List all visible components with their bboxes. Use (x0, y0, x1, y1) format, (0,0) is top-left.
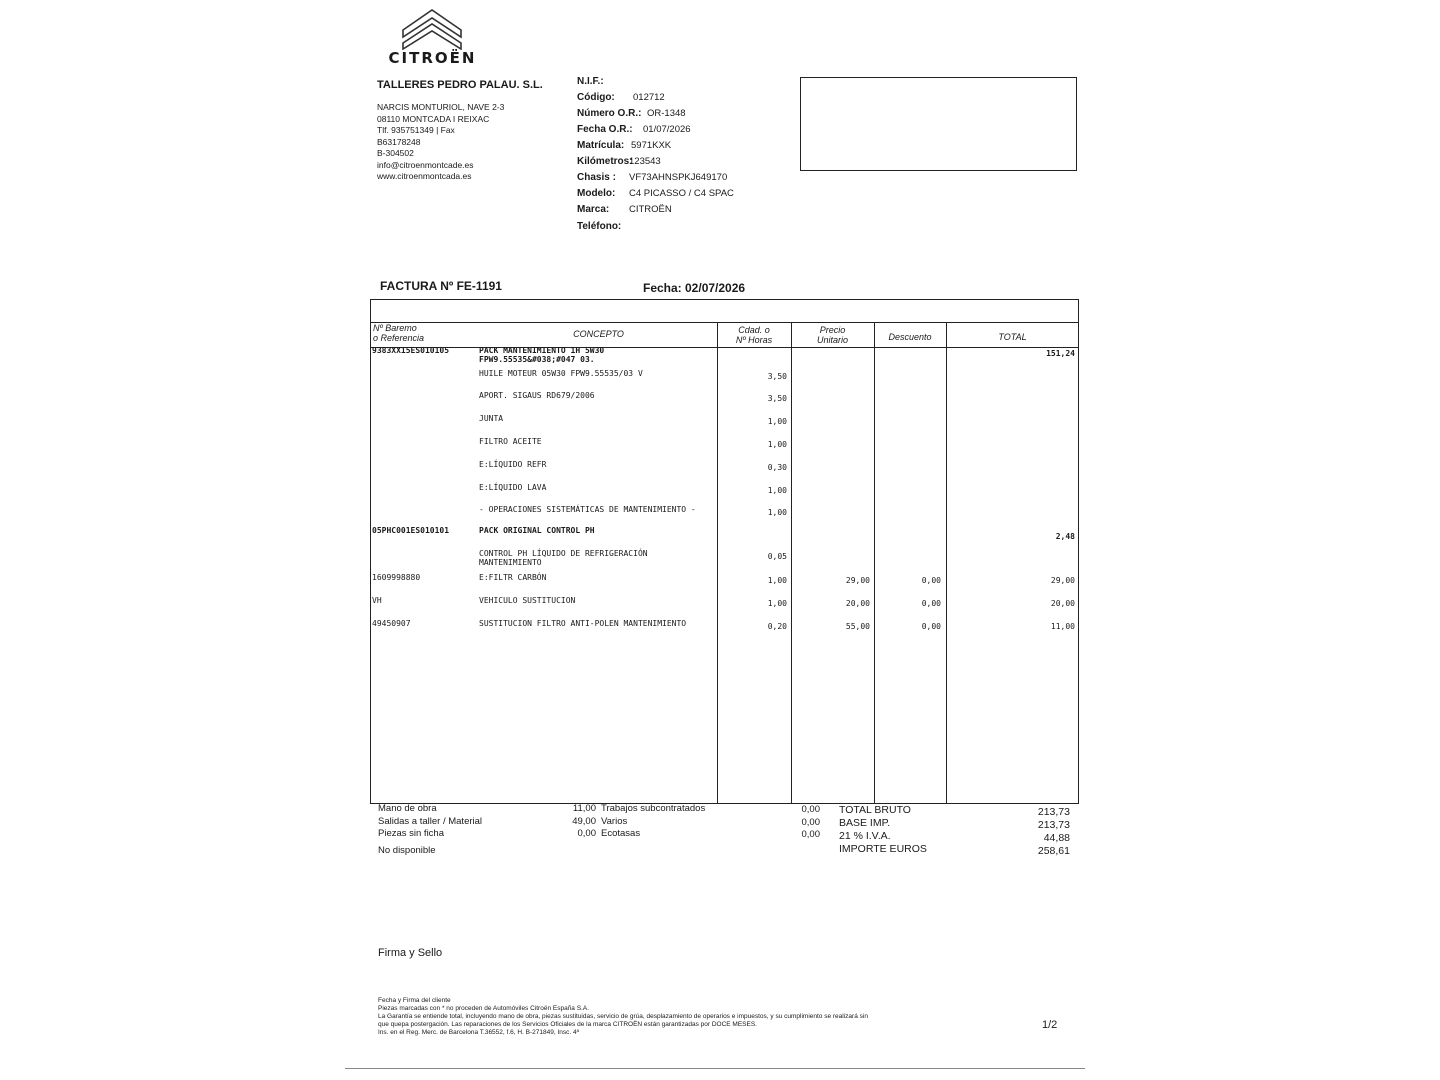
row-concept-line: SUSTITUCION FILTRO ANTI-POLEN MANTENIMIENTO (479, 619, 687, 628)
address-line: www.citroenmontcada.es (377, 171, 472, 181)
vehicle-info-row (577, 140, 671, 156)
row-concept (479, 526, 595, 535)
address-line: Tlf. 935751349 | Fax (377, 125, 455, 135)
double-chevron-icon (385, 4, 480, 50)
vehicle-info-label: Kilómetros: (577, 156, 633, 167)
row-concept-line: E:FILTR CARBÓN (479, 573, 547, 582)
row-qty: 0,20 (767, 622, 787, 631)
row-discount: 0,00 (921, 576, 941, 585)
row-concept (479, 505, 696, 514)
row-concept-line: FILTRO ACEITE (479, 437, 542, 446)
vehicle-info-value: 5971KXK (631, 140, 672, 151)
row-qty: 0,05 (767, 552, 787, 561)
header-horas: Cdad. o Nº Horas (735, 325, 773, 345)
row-concept-line: MANTENIMIENTO (479, 558, 542, 567)
row-ref: 05PHC001ES010101 (372, 526, 450, 535)
summary-left-value: 49,00 (572, 816, 596, 827)
vehicle-info-label: Matrícula: (577, 140, 625, 151)
row-concept (479, 369, 643, 378)
row-concept-line: FPW9.55535&#038;#047 03. (479, 355, 595, 364)
summary-middle-value: 0,00 (801, 804, 820, 815)
signature-label: Firma y Sello (378, 947, 443, 959)
logo-text: CITROËN (388, 49, 477, 67)
summary-middle-value: 0,00 (801, 829, 820, 840)
row-ref: 1609998880 (372, 573, 421, 582)
summary-total-value: 213,73 (1037, 806, 1070, 818)
vehicle-info-row (577, 221, 629, 237)
row-concept-line: VEHICULO SUSTITUCION (479, 596, 576, 605)
row-qty: 3,50 (767, 394, 787, 403)
row-concept-line: - OPERACIONES SISTEMÁTICAS DE MANTENIMIENTO - (479, 505, 696, 514)
row-price: 29,00 (845, 576, 870, 585)
vehicle-info-label: Número O.R.: (577, 108, 642, 119)
row-concept-line: PACK MANTENIMIENTO 1H 5W30 (479, 346, 605, 355)
row-total: 20,00 (1050, 599, 1075, 608)
vehicle-info-row (577, 188, 734, 204)
vehicle-info-row (577, 92, 665, 108)
summary-left-label: Salidas a taller / Material (378, 816, 483, 827)
page-number: 1/2 (1042, 1019, 1058, 1031)
row-qty: 1,00 (767, 417, 787, 426)
header-precio: Precio Unitario (816, 325, 848, 345)
row-total: 151,24 (1046, 349, 1075, 358)
summary-total-label: 21 % I.V.A. (839, 830, 891, 842)
row-concept (479, 596, 575, 605)
row-concept (479, 549, 648, 567)
legal-footer (378, 997, 978, 1037)
row-concept-line: HUILE MOTEUR 05W30 FPW9.55535/03 V (479, 369, 643, 378)
summary-middle-label: Ecotasas (601, 828, 641, 839)
footer-line: Fecha y Firma del cliente (378, 997, 451, 1004)
vehicle-info-value: OR-1348 (647, 108, 686, 119)
summary-total-value: 44,88 (1043, 832, 1070, 844)
row-concept-line: E:LÍQUIDO LAVA (479, 483, 547, 492)
row-concept (479, 391, 595, 400)
vehicle-info-value: 012712 (633, 92, 665, 103)
vehicle-info-row (577, 76, 612, 92)
summary-total-label: BASE IMP. (839, 817, 891, 829)
summary-middle-label: Trabajos subcontratados (601, 803, 706, 814)
address-line: 08110 MONTCADA I REIXAC (377, 113, 490, 124)
row-discount: 0,00 (921, 622, 941, 631)
vehicle-info-row (577, 108, 686, 124)
header-descuento: Descuento (888, 332, 932, 342)
vehicle-info-value: 123543 (629, 156, 661, 167)
summary-middle-label: Varios (601, 816, 628, 827)
row-qty: 3,50 (767, 372, 787, 381)
footer-line: La Garantía se entiende total, incluyendo mano de obra, piezas sustituidas, servicio de grúa, desplazamiento de operarios e impuestos, y su cumplimiento se realizará sin (378, 1013, 868, 1020)
footer-line: Ins. en el Reg. Merc. de Barcelona T.36552, f.6, H. B-271849, Insc. 4ª (378, 1029, 580, 1036)
row-concept (479, 414, 503, 423)
vehicle-info-row (577, 124, 691, 140)
summary-total-label: TOTAL BRUTO (839, 804, 911, 816)
row-ref: VH (372, 596, 382, 605)
vehicle-info-label: Modelo: (577, 188, 616, 199)
row-qty: 1,00 (767, 440, 787, 449)
row-qty: 1,00 (767, 486, 787, 495)
footer-line: Piezas marcadas con * no proceden de Automóviles Citroën España S.A. (378, 1005, 590, 1012)
row-qty: 1,00 (767, 576, 787, 585)
vehicle-info-label: Chasis : (577, 172, 616, 183)
row-concept (479, 619, 686, 628)
invoice-table (370, 299, 1079, 804)
row-qty: 1,00 (767, 599, 787, 608)
vehicle-info-row (577, 156, 661, 172)
row-concept-line: APORT. SIGAUS RD679/2006 (479, 391, 595, 400)
row-concept-line: PACK ORIGINAL CONTROL PH (479, 526, 595, 535)
address-line: B-304502 (377, 148, 414, 158)
summary-left-value: 0,00 (577, 828, 596, 839)
row-qty: 0,30 (767, 463, 787, 472)
row-total: 11,00 (1050, 622, 1075, 631)
vehicle-info-value: CITROËN (629, 204, 672, 215)
company-name: TALLERES PEDRO PALAU. S.L. (377, 79, 543, 91)
summary-total-value: 213,73 (1037, 819, 1070, 831)
vehicle-info-value: VF73AHNSPKJ649170 (629, 172, 728, 183)
vehicle-info-row (577, 172, 727, 188)
row-concept-line: E:LÍQUIDO REFR (479, 460, 547, 469)
summary-left-value: 11,00 (572, 803, 596, 814)
vehicle-info-value: C4 PICASSO / C4 SPAC (629, 188, 734, 199)
row-price: 55,00 (845, 622, 870, 631)
summary-total-value: 258,61 (1037, 845, 1070, 857)
summary-middle-value: 0,00 (801, 817, 820, 828)
summary-left-label: Piezas sin ficha (378, 828, 445, 839)
address-line: info@citroenmontcade.es (377, 159, 474, 170)
row-concept (479, 437, 542, 446)
row-discount: 0,00 (921, 599, 941, 608)
row-total: 29,00 (1050, 576, 1075, 585)
row-price: 20,00 (845, 599, 870, 608)
invoice-number: FACTURA Nº FE-1191 (380, 279, 502, 293)
row-concept (479, 483, 546, 492)
summary-total-label: IMPORTE EUROS (839, 843, 927, 855)
company-address (377, 102, 504, 183)
row-concept (479, 460, 546, 469)
summary-left-label: No disponible (378, 845, 436, 856)
address-line: B63178248 (377, 136, 421, 147)
row-concept-line: JUNTA (479, 414, 504, 423)
footer-line: que quepa postergación. Las reparaciones de los Servicios Oficiales de la marca CITROËN están garantizadas por DOCE MESES. (378, 1021, 757, 1028)
vehicle-info-label: Teléfono: (577, 221, 622, 232)
client-address-box (800, 77, 1077, 171)
vehicle-info-label: Fecha O.R.: (577, 124, 633, 135)
row-ref: 49450907 (372, 619, 411, 628)
vehicle-info-row (577, 204, 672, 220)
row-qty: 1,00 (767, 508, 787, 517)
header-concepto: CONCEPTO (573, 329, 624, 339)
address-line: NARCIS MONTURIOL, NAVE 2-3 (377, 102, 505, 112)
vehicle-info-value: 01/07/2026 (643, 124, 691, 135)
invoice-date: Fecha: 02/07/2026 (643, 281, 746, 295)
header-ref: Nº Baremo o Referencia (373, 323, 425, 343)
row-ref: 9383XX15ES010105 (372, 346, 450, 355)
row-total: 2,48 (1055, 532, 1075, 541)
citroen-logo (385, 4, 480, 66)
scan-edge (345, 1068, 1085, 1069)
row-concept (479, 573, 546, 582)
header-total: TOTAL (998, 332, 1027, 342)
vehicle-info-label: N.I.F.: (577, 76, 604, 87)
row-concept-line: CONTROL PH LÍQUIDO DE REFRIGERACIÓN (479, 549, 648, 558)
row-concept (479, 346, 604, 364)
vehicle-info-label: Código: (577, 92, 615, 103)
summary-left-label: Mano de obra (378, 803, 437, 814)
vehicle-info-label: Marca: (577, 204, 610, 215)
